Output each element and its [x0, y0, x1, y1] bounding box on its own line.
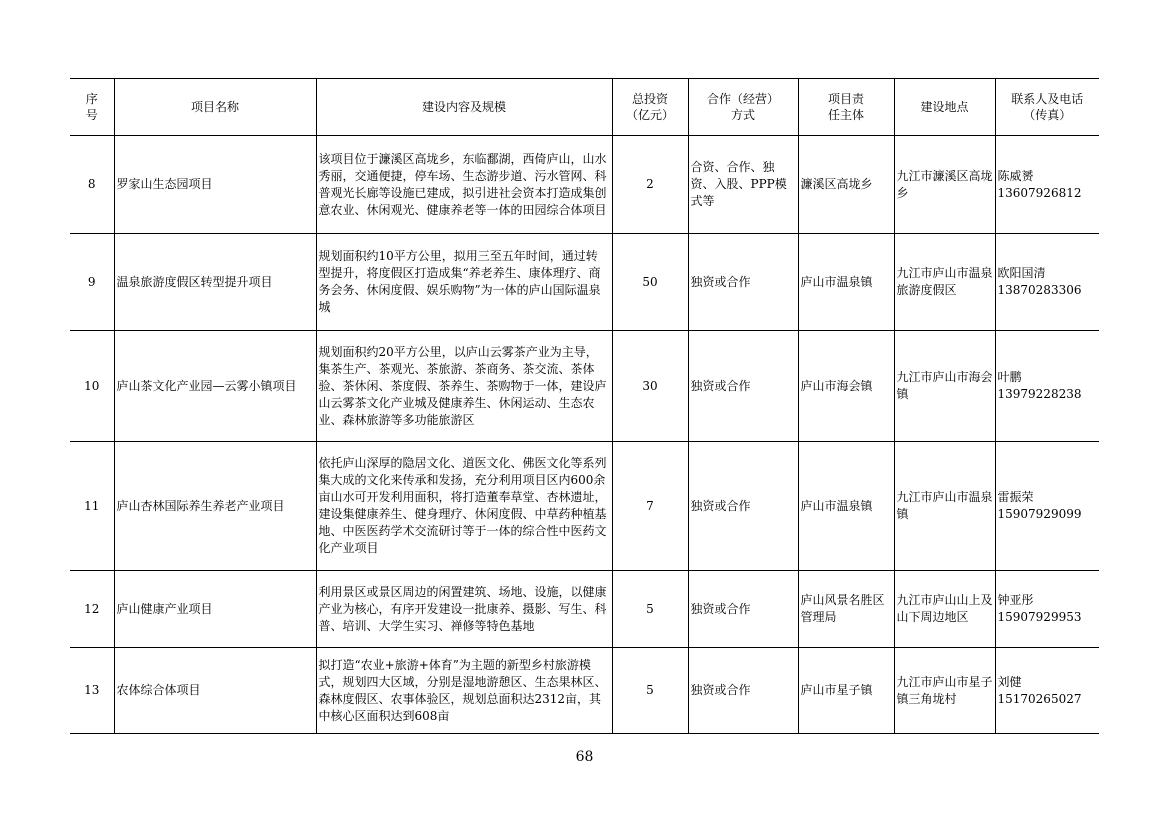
contact-name: 刘健 — [997, 674, 1022, 689]
cell-contact — [995, 331, 1099, 442]
contact-name: 欧阳国清 — [997, 266, 1046, 280]
contact-phone: 13870283306 — [997, 283, 1082, 297]
table-row — [70, 331, 1099, 442]
cell-seq: 11 — [70, 442, 114, 571]
cell-content: 规划面积约10平方公里，拟用三至五年时间，通过转型提升，将度假区打造成集“养老养生、康体理疗、商务会务、休闲度假、娱乐购物”为一体的庐山国际温泉城 — [316, 234, 612, 331]
cell-investment: 2 — [612, 136, 688, 234]
contact-phone: 13607926812 — [997, 185, 1082, 200]
cell-responsible: 庐山市温泉镇 — [798, 234, 894, 331]
cell-location: 九江市庐山市温泉旅游度假区 — [894, 234, 995, 331]
cell-cooperation: 独资或合作 — [688, 331, 798, 442]
table-row — [70, 571, 1099, 648]
cell-seq: 12 — [70, 571, 114, 648]
cell-responsible: 庐山市温泉镇 — [798, 442, 894, 571]
contact-phone: 15907929099 — [997, 507, 1082, 521]
cell-contact — [995, 648, 1099, 734]
cell-cooperation: 合资、合作、独资、入股、PPP模式等 — [688, 136, 798, 234]
cell-cooperation: 独资或合作 — [688, 234, 798, 331]
cell-content: 规划面积约20平方公里，以庐山云雾茶产业为主导，集茶生产、茶观光、茶旅游、茶商务、茶交流、茶体验、茶休闲、茶度假、茶养生、茶购物于一体，建设庐山云雾茶文化产业城及健康养生、休闲运动、生态农业、森林旅游等多功能旅游区 — [316, 331, 612, 442]
contact-phone: 15907929953 — [997, 610, 1082, 624]
contact-name: 钟亚彤 — [997, 593, 1034, 607]
contact-name: 叶鹏 — [997, 370, 1022, 384]
header-seq: 序 号 — [70, 79, 114, 136]
cell-responsible: 濂溪区高垅乡 — [798, 136, 894, 234]
cell-investment: 5 — [612, 571, 688, 648]
cell-name: 温泉旅游度假区转型提升项目 — [114, 234, 316, 331]
contact-phone: 13979228238 — [997, 387, 1082, 401]
cell-investment: 5 — [612, 648, 688, 734]
cell-name: 庐山杏林国际养生养老产业项目 — [114, 442, 316, 571]
cell-contact — [995, 234, 1099, 331]
cell-cooperation: 独资或合作 — [688, 442, 798, 571]
cell-content: 拟打造“农业+旅游+体育”为主题的新型乡村旅游模式，规划四大区域，分别是湿地游憩区、生态果林区、森林度假区、农事体验区，规划总面积达2312亩，其中核心区面积达到608亩 — [316, 648, 612, 734]
table-row — [70, 442, 1099, 571]
cell-content: 该项目位于濂溪区高垅乡，东临鄱湖，西倚庐山，山水秀丽，交通便捷，停车场、生态游步道、污水管网、科普观光长廊等设施已建成，拟引进社会资本打造成集创意农业、休闲观光、健康养老等一体的田园综合体项目 — [316, 136, 612, 234]
cell-location: 九江市庐山市海会镇 — [894, 331, 995, 442]
cell-contact — [995, 442, 1099, 571]
cell-location: 九江市濂溪区高垅乡 — [894, 136, 995, 234]
contact-phone: 15170265027 — [997, 691, 1082, 706]
cell-seq: 10 — [70, 331, 114, 442]
cell-content: 依托庐山深厚的隐居文化、道医文化、佛医文化等系列集大成的文化来传承和发扬，充分利用项目区内600余亩山水可开发利用面积，将打造董奉草堂、杏林遗址，建设集健康养生、健身理疗、休闲度假、中草药种植基地、中医医药学术交流研讨等于一体的综合性中医药文化产业项目 — [316, 442, 612, 571]
project-table — [70, 78, 1099, 734]
header-responsible: 项目责 任主体 — [798, 79, 894, 136]
cell-name: 庐山茶文化产业园—云雾小镇项目 — [114, 331, 316, 442]
cell-cooperation: 独资或合作 — [688, 648, 798, 734]
cell-investment: 30 — [612, 331, 688, 442]
cell-name: 农体综合体项目 — [114, 648, 316, 734]
header-cooperation: 合作（经营） 方式 — [688, 79, 798, 136]
cell-seq: 13 — [70, 648, 114, 734]
cell-location: 九江市庐山市温泉镇 — [894, 442, 995, 571]
cell-responsible: 庐山风景名胜区管理局 — [798, 571, 894, 648]
cell-name: 庐山健康产业项目 — [114, 571, 316, 648]
header-name: 项目名称 — [114, 79, 316, 136]
header-row — [70, 79, 1099, 136]
table-row — [70, 234, 1099, 331]
header-content: 建设内容及规模 — [316, 79, 612, 136]
cell-content: 利用景区或景区周边的闲置建筑、场地、设施，以健康产业为核心，有序开发建设一批康养、摄影、写生、科普、培训、大学生实习、禅修等特色基地 — [316, 571, 612, 648]
cell-name: 罗家山生态园项目 — [114, 136, 316, 234]
cell-responsible: 庐山市星子镇 — [798, 648, 894, 734]
contact-name: 陈威赟 — [997, 168, 1034, 183]
cell-contact — [995, 136, 1099, 234]
table-row — [70, 648, 1099, 734]
cell-location: 九江市庐山山上及山下周边地区 — [894, 571, 995, 648]
header-contact: 联系人及电话 （传真） — [995, 79, 1099, 136]
table-row — [70, 136, 1099, 234]
cell-responsible: 庐山市海会镇 — [798, 331, 894, 442]
cell-seq: 8 — [70, 136, 114, 234]
header-investment: 总投资 （亿元） — [612, 79, 688, 136]
header-location: 建设地点 — [894, 79, 995, 136]
page-number: 68 — [575, 749, 594, 765]
cell-location: 九江市庐山市星子镇三角垅村 — [894, 648, 995, 734]
cell-contact — [995, 571, 1099, 648]
contact-name: 雷振荣 — [997, 490, 1034, 504]
cell-cooperation: 独资或合作 — [688, 571, 798, 648]
cell-seq: 9 — [70, 234, 114, 331]
cell-investment: 50 — [612, 234, 688, 331]
cell-investment: 7 — [612, 442, 688, 571]
